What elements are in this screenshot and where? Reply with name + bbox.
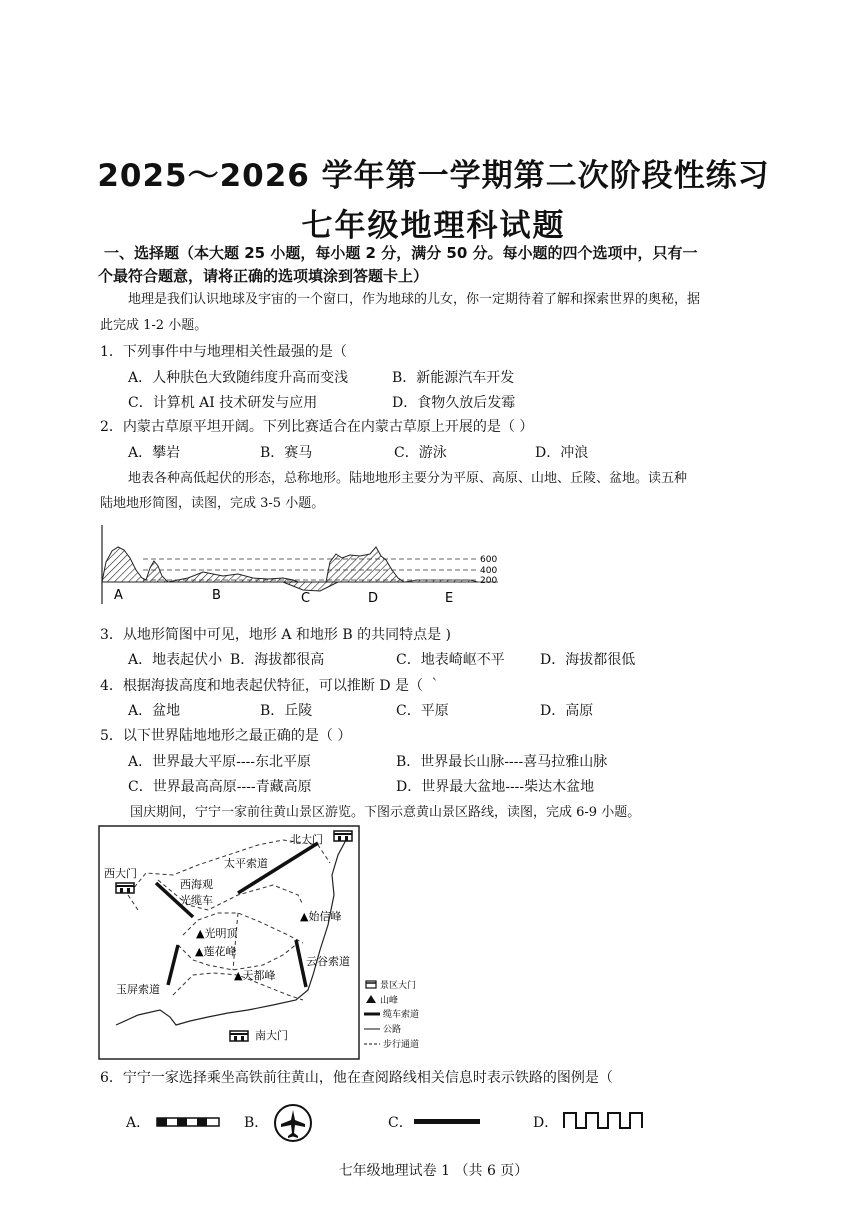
question-4-option-a: A．盆地 (128, 703, 181, 719)
level-label-400: 400 (480, 566, 498, 576)
question-6-stem: 6．宁宁一家选择乘坐高铁前往黄山，他在查阅路线相关信息时表示铁路的图例是（ (100, 1070, 613, 1086)
legend-gate-icon (366, 981, 376, 988)
terrain-label-c: C (301, 591, 311, 606)
question-6-option-d: D． (533, 1115, 559, 1131)
intro-paragraph-3: 国庆期间，宁宁一家前往黄山景区游览。下图示意黄山景区路线，读图，完成 6-9 小题。 (130, 805, 641, 820)
intro-paragraph-2a: 地表各种高低起伏的形态，总称地形。陆地地形主要分为平原、高原、山地、丘陵、盆地。读五种 (128, 471, 688, 486)
west-gate-icon (116, 883, 134, 893)
question-4-option-c: C．平原 (396, 703, 449, 719)
legend-peak-icon (366, 995, 376, 1003)
question-5-option-a: A．世界最大平原----东北平原 (128, 754, 312, 770)
legend-gate-label: 景区大门 (380, 981, 417, 991)
question-3-stem: 3．从地形简图中可见，地形 A 和地形 B 的共同特点是 ) (100, 627, 452, 643)
question-1-option-d: D．食物久放后发霉 (392, 395, 516, 411)
terrain-b-hills (168, 572, 298, 582)
north-gate-icon (334, 831, 352, 841)
question-1-stem: 1．下列事件中与地理相关性最强的是（ (100, 344, 347, 360)
question-5-option-b: B．世界最长山脉----喜马拉雅山脉 (396, 754, 608, 770)
question-2-option-b: B．赛马 (260, 445, 313, 461)
question-6-option-c: C． (388, 1115, 413, 1131)
legend-walk-label: 步行通道 (383, 1040, 420, 1050)
huangshan-route-map (98, 825, 443, 1061)
terrain-label-d: D (368, 591, 379, 606)
label-lianhua-peak: ▲莲花峰 (195, 945, 237, 958)
question-2-option-a: A．攀岩 (128, 445, 181, 461)
railway-symbol-icon (156, 1116, 222, 1128)
question-1-option-a: A．人种肤色大致随纬度升高而变浅 (128, 370, 349, 386)
label-north-gate: 北大门 (290, 833, 323, 846)
intro-paragraph-1a: 地理是我们认识地球及宇宙的一个窗口，作为地球的儿女，你一定期待着了解和探索世界的奥秘，据 (128, 292, 701, 307)
question-4-option-b: B．丘陵 (260, 703, 313, 719)
intro-paragraph-2b: 陆地地形简图，读图，完成 3-5 小题。 (100, 496, 325, 511)
section-heading-line1: 一、选择题（本大题 25 小题，每小题 2 分，满分 50 分。每小题的四个选项中，只有一 (104, 244, 698, 262)
exam-subtitle: 七年级地理科试题 (301, 208, 566, 244)
label-south-gate: 南大门 (255, 1029, 288, 1042)
map-legend (364, 979, 419, 1050)
label-yungu-cableway: 云谷索道 (306, 955, 350, 968)
question-3-option-b: B．海拔都很高 (230, 652, 325, 668)
question-1-option-b: B．新能源汽车开发 (392, 370, 515, 386)
question-3-option-d: D．海拔都很低 (540, 652, 636, 668)
south-gate-icon (230, 1031, 248, 1041)
label-west-gate: 西大门 (104, 867, 137, 880)
terrain-label-a: A (114, 588, 123, 603)
terrain-profile-figure (98, 520, 508, 610)
question-2-option-d: D．冲浪 (535, 445, 589, 461)
question-3-option-a: A．地表起伏小 (128, 652, 223, 668)
terrain-label-b: B (212, 588, 221, 603)
label-yuping-cableway: 玉屏索道 (116, 983, 160, 996)
label-taiping-cableway: 太平索道 (224, 857, 268, 870)
question-5-stem: 5．以下世界陆地地形之最正确的是（ ） (100, 728, 352, 744)
legend-cable-label: 缆车索道 (383, 1010, 420, 1020)
legend-peak-label: 山峰 (380, 996, 399, 1006)
label-xihai-2: 光缆车 (180, 894, 213, 907)
terrain-a-mountain (102, 547, 168, 582)
question-5-option-c: C．世界最高高原----青藏高原 (128, 779, 312, 795)
question-6-option-b: B． (244, 1115, 269, 1131)
intro-paragraph-1b: 此完成 1-2 小题。 (100, 318, 208, 333)
terrain-e-plain (404, 580, 478, 582)
page-footer: 七年级地理试卷 1 （共 6 页） (338, 1163, 529, 1179)
section-heading-line2: 个最符合题意，请将正确的选项填涂到答题卡上） (98, 267, 429, 285)
level-label-200: 200 (480, 576, 498, 586)
label-xihai-1: 西海观 (180, 878, 213, 891)
label-shixin-peak: ▲始信峰 (300, 910, 342, 923)
question-4-stem: 4．根据海拔高度和地表起伏特征，可以推断 D 是（ ｀ (100, 678, 442, 694)
airport-symbol-icon (272, 1102, 314, 1144)
label-guangming-peak: ▲光明顶 (196, 927, 238, 940)
level-label-600: 600 (480, 555, 498, 565)
terrain-label-e: E (445, 591, 454, 606)
legend-road-label: 公路 (383, 1025, 402, 1035)
question-4-option-d: D．高原 (540, 703, 594, 719)
question-1-option-c: C．计算机 AI 技术研发与应用 (128, 395, 318, 411)
label-tiandu-peak: ▲天都峰 (234, 969, 276, 982)
exam-title: 2025～2026 学年第一学期第二次阶段性练习 (97, 158, 770, 194)
boundary-symbol-icon (562, 1110, 650, 1130)
question-6-option-a: A． (126, 1115, 151, 1131)
terrain-d-plateau (326, 547, 404, 582)
highway-symbol-icon (414, 1117, 484, 1127)
terrain-c-basin (283, 582, 338, 591)
question-3-option-c: C．地表崎岖不平 (396, 652, 505, 668)
question-5-option-d: D．世界最大盆地----柴达木盆地 (396, 779, 595, 795)
question-2-stem: 2．内蒙古草原平坦开阔。下列比赛适合在内蒙古草原上开展的是（ ） (100, 419, 534, 435)
question-2-option-c: C．游泳 (394, 445, 447, 461)
